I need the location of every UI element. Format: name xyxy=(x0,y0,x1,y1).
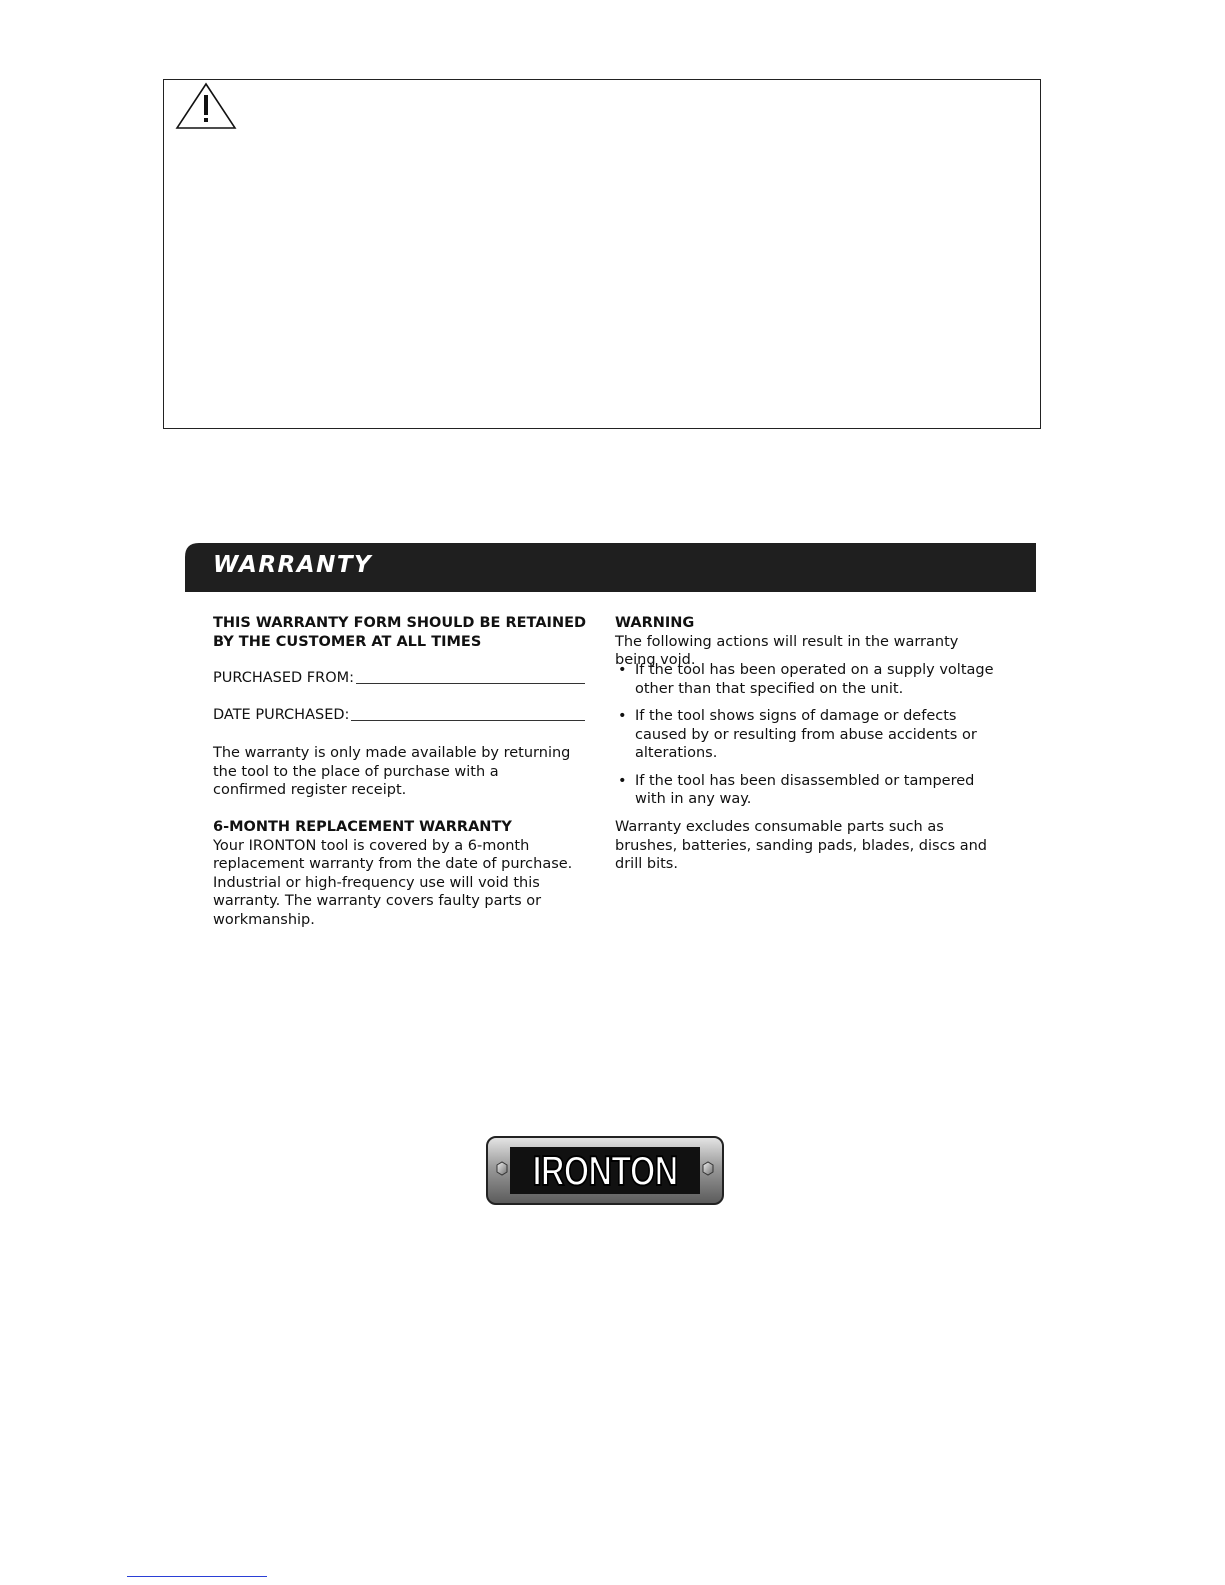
replacement-text: Your IRONTON tool is covered by a 6-month replacement warranty from the date of purchase. Industrial or high-frequency use will void this warranty. The warranty covers faulty parts or workmanship. xyxy=(213,837,573,928)
warning-bullet: • If the tool shows signs of damage or defects caused by or resulting from abuse accidents or alterations. xyxy=(615,707,1000,763)
logo-wordmark: IRONTON xyxy=(532,1146,678,1194)
ironton-logo xyxy=(486,1136,724,1205)
warranty-title: WARRANTY xyxy=(213,552,373,578)
warning-bullet: • If the tool has been operated on a supply voltage other than that specified on the unit. xyxy=(615,661,1000,698)
exclusions-text: Warranty excludes consumable parts such as brushes, batteries, sanding pads, blades, discs and drill bits. xyxy=(615,819,988,872)
warning-heading: WARNING xyxy=(615,615,695,631)
date-purchased-line[interactable] xyxy=(351,719,585,721)
warning-intro: The following actions will result in the warranty being void. xyxy=(615,633,959,668)
warning-bullets xyxy=(615,661,1000,809)
warning-triangle-icon xyxy=(174,81,238,131)
replacement-block xyxy=(213,818,588,929)
warning-bullet: • If the tool has been disassembled or tampered with in any way. xyxy=(615,772,1000,809)
purchased-from-label: PURCHASED FROM: xyxy=(213,670,355,686)
warranty-left-column xyxy=(213,614,593,651)
footer-link-underline xyxy=(127,1576,267,1577)
availability-block xyxy=(213,744,573,800)
replacement-heading: 6-MONTH REPLACEMENT WARRANTY xyxy=(213,819,512,835)
exclusions-block xyxy=(615,818,995,874)
purchased-from-line[interactable] xyxy=(356,682,585,684)
date-purchased-field[interactable] xyxy=(213,707,585,723)
purchased-from-field[interactable] xyxy=(213,670,585,686)
availability-text: The warranty is only made available by returning the tool to the place of purchase with a confirmed register receipt. xyxy=(213,745,571,798)
caution-box xyxy=(163,79,1041,429)
retain-heading-line1: THIS WARRANTY FORM SHOULD BE RETAINED xyxy=(213,615,587,631)
retain-heading-line2: BY THE CUSTOMER AT ALL TIMES xyxy=(213,633,482,650)
warranty-banner xyxy=(185,543,1036,592)
date-purchased-label: DATE PURCHASED: xyxy=(213,707,350,723)
